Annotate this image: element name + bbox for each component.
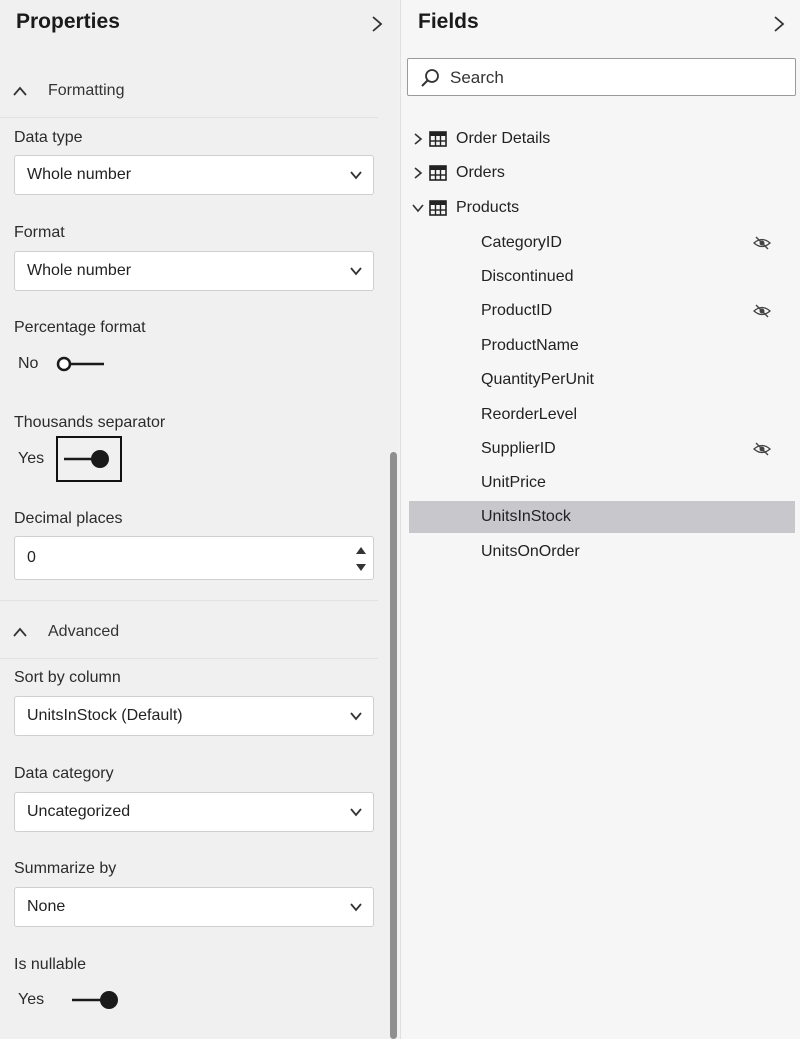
field-name: UnitsOnOrder [481, 543, 580, 560]
chevron-down-icon [349, 266, 363, 276]
data-type-value: Whole number [27, 166, 132, 183]
table-icon [429, 131, 447, 147]
sort-by-column-label: Sort by column [14, 669, 121, 686]
formatting-section-toggle[interactable] [12, 80, 124, 102]
table-order-details[interactable] [411, 124, 550, 154]
data-type-label: Data type [14, 129, 83, 146]
percentage-format-toggle-row [18, 352, 106, 376]
thousands-separator-toggle[interactable] [56, 447, 112, 471]
search-input[interactable] [407, 58, 796, 96]
table-name: Products [456, 199, 520, 216]
properties-pane [0, 0, 398, 1039]
table-icon [429, 165, 447, 181]
chevron-right-icon[interactable] [411, 166, 425, 180]
advanced-section-label: Advanced [48, 623, 120, 640]
field-name: UnitPrice [481, 474, 546, 491]
field-item-unitsonorder[interactable] [409, 536, 795, 568]
sort-by-column-value: UnitsInStock (Default) [27, 707, 183, 724]
format-value: Whole number [27, 262, 132, 279]
field-name: SupplierID [481, 440, 556, 457]
fields-pane [400, 0, 800, 1039]
caret-up-icon [12, 626, 28, 638]
divider [0, 658, 378, 659]
percentage-format-label: Percentage format [14, 319, 146, 336]
thousands-separator-toggle-row [18, 447, 112, 471]
chevron-down-icon [349, 170, 363, 180]
is-nullable-value: Yes [18, 991, 45, 1008]
sort-by-column-dropdown[interactable] [14, 696, 374, 736]
field-item-discontinued[interactable] [409, 261, 795, 293]
thousands-separator-label: Thousands separator [14, 414, 166, 431]
decimal-places-value: 0 [27, 549, 36, 566]
field-name: CategoryID [481, 234, 562, 251]
percentage-format-value: No [18, 355, 39, 372]
field-item-productname[interactable] [409, 330, 795, 362]
field-name: Discontinued [481, 268, 574, 285]
fields-title: Fields [418, 10, 479, 33]
field-item-productid[interactable] [409, 295, 795, 327]
field-item-unitprice[interactable] [409, 467, 795, 499]
table-icon [429, 200, 447, 216]
field-item-quantityperunit[interactable] [409, 364, 795, 396]
format-label: Format [14, 224, 65, 241]
thousands-separator-value: Yes [18, 450, 45, 467]
spin-arrows-icon[interactable] [355, 545, 367, 573]
field-item-categoryid[interactable] [409, 227, 795, 259]
decimal-places-input[interactable] [14, 536, 374, 580]
eye-hidden-icon[interactable] [753, 235, 771, 251]
summarize-by-label: Summarize by [14, 860, 117, 877]
chevron-right-icon[interactable] [370, 14, 384, 34]
chevron-down-icon[interactable] [411, 201, 425, 215]
field-item-reorderlevel[interactable] [409, 399, 795, 431]
caret-up-icon [12, 85, 28, 97]
field-item-supplierid[interactable] [409, 433, 795, 465]
is-nullable-toggle[interactable] [70, 988, 120, 1012]
format-dropdown[interactable] [14, 251, 374, 291]
chevron-right-icon[interactable] [411, 132, 425, 146]
divider [0, 600, 378, 601]
data-type-dropdown[interactable] [14, 155, 374, 195]
data-category-value: Uncategorized [27, 803, 131, 820]
summarize-by-dropdown[interactable] [14, 887, 374, 927]
field-name: ProductName [481, 337, 579, 354]
eye-hidden-icon[interactable] [753, 303, 771, 319]
table-name: Order Details [456, 130, 551, 147]
data-category-label: Data category [14, 765, 114, 782]
is-nullable-label: Is nullable [14, 956, 87, 973]
field-name: ReorderLevel [481, 406, 578, 423]
table-products[interactable] [411, 193, 519, 223]
data-category-dropdown[interactable] [14, 792, 374, 832]
percentage-format-toggle[interactable] [56, 352, 106, 376]
is-nullable-toggle-row [18, 988, 120, 1012]
eye-hidden-icon[interactable] [753, 441, 771, 457]
table-orders[interactable] [411, 158, 505, 188]
properties-header [0, 0, 398, 52]
decimal-places-label: Decimal places [14, 510, 123, 527]
field-item-unitsinstock[interactable] [409, 501, 795, 533]
divider [0, 117, 378, 118]
summarize-by-value: None [27, 898, 66, 915]
properties-scrollbar[interactable] [390, 452, 397, 1039]
table-name: Orders [456, 164, 505, 181]
properties-title: Properties [16, 10, 120, 33]
field-name: ProductID [481, 302, 553, 319]
chevron-down-icon [349, 711, 363, 721]
chevron-down-icon [349, 902, 363, 912]
chevron-down-icon [349, 807, 363, 817]
chevron-right-icon[interactable] [772, 14, 786, 34]
fields-header [401, 0, 800, 52]
search-placeholder: Search [450, 68, 504, 87]
formatting-section-label: Formatting [48, 82, 125, 99]
advanced-section-toggle[interactable] [12, 621, 119, 643]
field-name: QuantityPerUnit [481, 371, 594, 388]
search-icon [420, 68, 440, 88]
field-name: UnitsInStock [481, 508, 571, 525]
